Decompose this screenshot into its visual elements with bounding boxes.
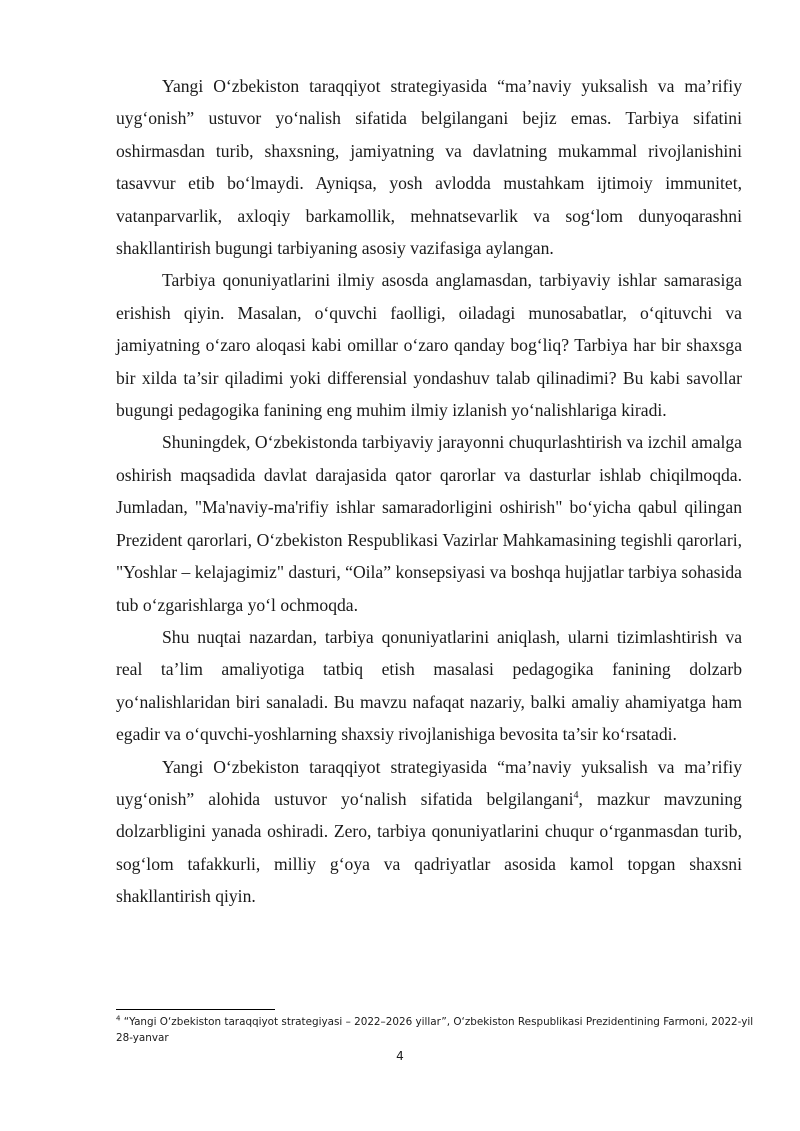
footnote-text: “Yangi O‘zbekiston taraqqiyot strategiyasi – 2022–2026 yillar”, O‘zbekiston Respublikasi Prezidentining Farmoni, 2022-yil 28-yanvar	[116, 1016, 754, 1044]
page-number: 4	[396, 1049, 404, 1063]
paragraph-conclusion	[116, 751, 742, 913]
document-body	[116, 70, 742, 913]
footnote-reference[interactable]: 4	[573, 790, 579, 802]
paragraph-strategy: Yangi O‘zbekiston taraqqiyot strategiyasida “ma’naviy yuksalish va ma’rifiy uyg‘onish” ustuvor yo‘nalish sifatida belgilangani bejiz emas. Tarbiya sifatini oshirmasdan turib, shaxsning, jamiyatning va davlatning mukammal rivojlanishini tasavvur etib bo‘lmaydi. Ayniqsa, yosh avlodda mustahkam ijtimoiy immunitet, vatanparvarlik, axloqiy barkamollik, mehnatsevarlik va sog‘lom dunyoqarashni shakllantirish bugungi tarbiyaning asosiy vazifasiga aylangan.	[116, 76, 742, 259]
paragraph-laws: Tarbiya qonuniyatlarini ilmiy asosda anglamasdan, tarbiyaviy ishlar samarasiga erishish qiyin. Masalan, o‘quvchi faolligi, oiladagi munosabatlar, o‘qituvchi va jamiyatning o‘zaro aloqasi kabi omillar o‘zaro qanday bog‘liq? Tarbiya har bir shaxsga bir xilda ta’sir qiladimi yoki differensial yondashuv talab qilinadimi? Bu kabi savollar bugungi pedagogika fanining eng muhim ilmiy izlanish yo‘nalishlariga kiradi.	[116, 270, 742, 421]
footnote-separator	[116, 1009, 275, 1010]
paragraph-conclusion-text-end: , mazkur mavzuning dolzarbligini yanada oshiradi. Zero, tarbiya qonuniyatlarini chuqur o‘rganmasdan turib, sog‘lom tafakkurli, milliy g‘oya va qadriyatlar asosida kamol topgan shaxsni shakllantirish qiyin.	[116, 788, 742, 907]
paragraph-state-decisions: Shuningdek, O‘zbekistonda tarbiyaviy jarayonni chuqurlashtirish va izchil amalga oshirish maqsadida davlat darajasida qator qarorlar va dasturlar ishlab chiqilmoqda. Jumladan, "Ma'naviy-ma'rifiy ishlar samaradorligini oshirish" bo‘yicha qabul qilingan Prezident qarorlari, O‘zbekiston Respublikasi Vazirlar Mahkamasining tegishli qarorlari, "Yoshlar – kelajagimiz" dasturi, “Oila” konsepsiyasi va boshqa hujjatlar tarbiya sohasida tub o‘zgarishlarga yo‘l ochmoqda.	[116, 432, 742, 615]
paragraph-relevance: Shu nuqtai nazardan, tarbiya qonuniyatlarini aniqlash, ularni tizimlashtirish va real ta’lim amaliyotiga tatbiq etish masalasi pedagogika fanining dolzarb yo‘nalishlaridan biri sanaladi. Bu mavzu nafaqat nazariy, balki amaliy ahamiyatga ham egadir va o‘quvchi-yoshlarning shaxsiy rivojlanishiga bevosita ta’sir ko‘rsatadi.	[116, 626, 742, 745]
paragraph-conclusion-text-start: Yangi O‘zbekiston taraqqiyot strategiyasida “ma’naviy yuksalish va ma’rifiy uyg‘onish” alohida ustuvor yo‘nalish sifatida belgilangani	[116, 756, 742, 809]
footnote	[116, 1014, 756, 1046]
footnote-marker: 4	[116, 1014, 121, 1023]
